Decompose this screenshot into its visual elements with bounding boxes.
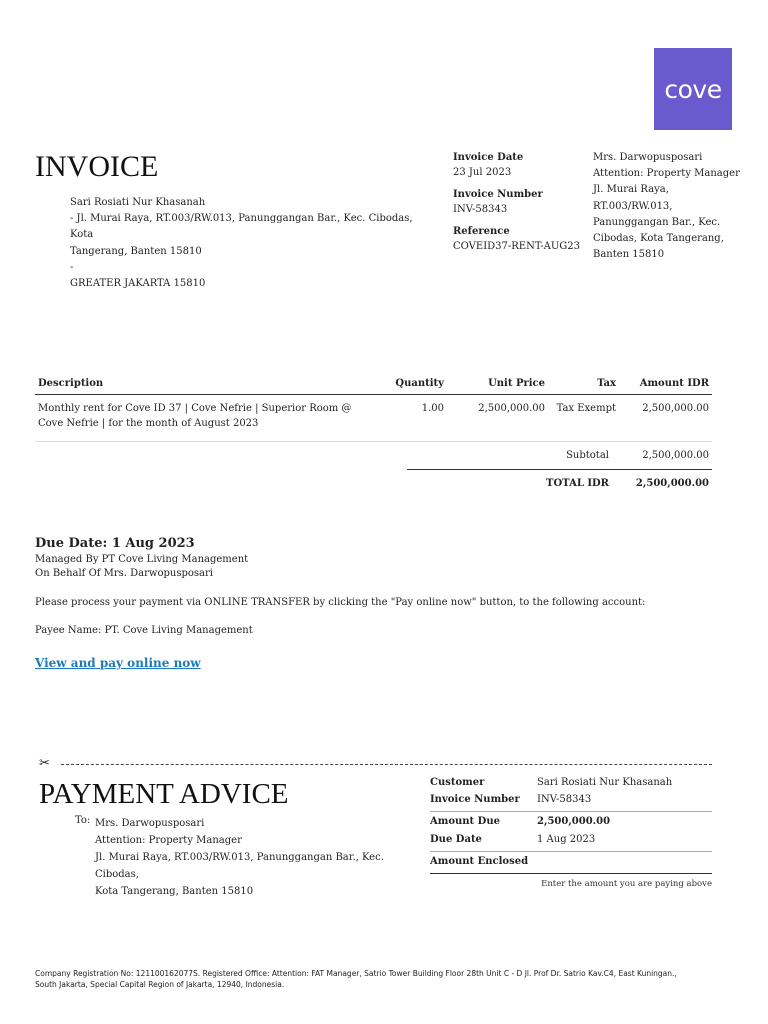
total-value: 2,500,000.00 bbox=[635, 478, 709, 489]
amount-due-value: 2,500,000.00 bbox=[537, 816, 611, 827]
advice-to-line: Mrs. Darwopusposari bbox=[95, 818, 205, 829]
reference-label: Reference bbox=[453, 226, 510, 237]
subtotal-label: Subtotal bbox=[566, 450, 609, 461]
advice-due-date-value: 1 Aug 2023 bbox=[537, 834, 596, 845]
invoice-date-label: Invoice Date bbox=[453, 152, 524, 163]
bill-to-line: Sari Rosiati Nur Khasanah bbox=[70, 197, 206, 208]
header-amount: Amount IDR bbox=[619, 372, 712, 395]
logo-text: cove bbox=[664, 74, 722, 104]
amount-due-label: Amount Due bbox=[430, 816, 500, 827]
from-line: Banten 15810 bbox=[593, 249, 665, 261]
on-behalf: On Behalf Of Mrs. Darwopusposari bbox=[35, 568, 213, 579]
advice-customer-row bbox=[430, 777, 712, 794]
advice-to-line: Attention: Property Manager bbox=[95, 835, 242, 846]
from-line: Panunggangan Bar., Kec. bbox=[593, 216, 721, 228]
row-unit-price: 2,500,000.00 bbox=[447, 395, 548, 442]
header-tax: Tax bbox=[548, 372, 619, 395]
advice-to-label: To: bbox=[75, 815, 91, 826]
bill-to-line: - Jl. Murai Raya, RT.003/RW.013, Panunggangan Bar., Kec. Cibodas, Kota bbox=[70, 213, 413, 241]
payment-advice-title: PAYMENT ADVICE bbox=[39, 778, 289, 810]
reference-value: COVEID37-RENT-AUG23 bbox=[453, 241, 580, 252]
managed-by: Managed By PT Cove Living Management bbox=[35, 554, 249, 565]
invoice-meta bbox=[453, 150, 588, 254]
advice-due-date-label: Due Date bbox=[430, 834, 482, 845]
company-registration-footer bbox=[35, 968, 725, 990]
amount-enclosed-label: Amount Enclosed bbox=[430, 856, 529, 867]
payment-instruction: Please process your payment via ONLINE TRANSFER by clicking the "Pay online now" button, to the following account: bbox=[35, 597, 646, 608]
invoice-title: INVOICE bbox=[35, 150, 159, 183]
invoice-date-value: 23 Jul 2023 bbox=[453, 167, 512, 178]
bill-to-line: - bbox=[70, 261, 74, 273]
line-items-table bbox=[35, 372, 712, 442]
advice-to-line: Jl. Murai Raya, RT.003/RW.013, Panunggangan Bar., Kec. Cibodas, bbox=[95, 852, 384, 880]
from-line: RT.003/RW.013, bbox=[593, 200, 673, 212]
from-line: Attention: Property Manager bbox=[593, 168, 740, 180]
bill-to-line: GREATER JAKARTA 15810 bbox=[70, 278, 206, 290]
invoice-number-value: INV-58343 bbox=[453, 204, 508, 215]
row-amount: 2,500,000.00 bbox=[619, 395, 712, 442]
customer-label: Customer bbox=[430, 777, 485, 788]
description-line: Cove Nefrie | for the month of August 2023 bbox=[38, 418, 259, 429]
advice-invoice-number-value: INV-58343 bbox=[537, 794, 592, 805]
row-tax: Tax Exempt bbox=[548, 395, 619, 442]
subtotal-value: 2,500,000.00 bbox=[642, 450, 709, 461]
bill-to-address bbox=[70, 195, 430, 292]
table-header-row bbox=[35, 372, 712, 395]
from-address bbox=[593, 150, 743, 263]
total-label: TOTAL IDR bbox=[546, 478, 609, 489]
row-quantity: 1.00 bbox=[381, 395, 447, 442]
amount-enclosed-row[interactable] bbox=[430, 856, 712, 874]
subtotal-row bbox=[407, 450, 712, 489]
scissors-icon: ✂ bbox=[39, 756, 50, 771]
description-line: Monthly rent for Cove ID 37 | Cove Nefrie | Superior Room @ bbox=[38, 403, 352, 414]
pay-online-link[interactable]: View and pay online now bbox=[35, 656, 201, 670]
advice-to-line: Kota Tangerang, Banten 15810 bbox=[95, 886, 254, 897]
footer-line: Company Registration No: 121100162077S. Registered Office: Attention: FAT Manager, Satrio Tower Building Floor 28th Unit C - D Jl. Prof Dr. Satrio Kav.C4, East Kuningan., bbox=[35, 969, 677, 978]
advice-invoice-number-row bbox=[430, 794, 712, 812]
header-quantity: Quantity bbox=[381, 372, 447, 395]
cove-logo bbox=[654, 48, 732, 130]
customer-value: Sari Rosiati Nur Khasanah bbox=[537, 777, 673, 788]
footer-line: South Jakarta, Special Capital Region of Jakarta, 12940, Indonesia. bbox=[35, 980, 285, 989]
total-row bbox=[407, 470, 712, 489]
payee-name: Payee Name: PT. Cove Living Management bbox=[35, 625, 253, 636]
amount-enclosed-hint: Enter the amount you are paying above bbox=[541, 879, 712, 889]
advice-due-date-row bbox=[430, 834, 712, 852]
dashed-divider bbox=[61, 764, 712, 765]
from-line: Mrs. Darwopusposari bbox=[593, 152, 703, 163]
advice-to-address bbox=[95, 815, 425, 900]
cut-line bbox=[35, 758, 712, 772]
bill-to-line: Tangerang, Banten 15810 bbox=[70, 245, 202, 257]
due-date-heading: Due Date: 1 Aug 2023 bbox=[35, 536, 195, 551]
advice-invoice-number-label: Invoice Number bbox=[430, 794, 520, 805]
row-description bbox=[35, 395, 381, 442]
header-unit-price: Unit Price bbox=[447, 372, 548, 395]
table-row bbox=[35, 395, 712, 442]
from-line: Jl. Murai Raya, bbox=[593, 184, 669, 196]
header-description: Description bbox=[35, 372, 381, 395]
advice-amount-due-row bbox=[430, 816, 712, 833]
invoice-number-label: Invoice Number bbox=[453, 189, 543, 200]
from-line: Cibodas, Kota Tangerang, bbox=[593, 233, 724, 245]
